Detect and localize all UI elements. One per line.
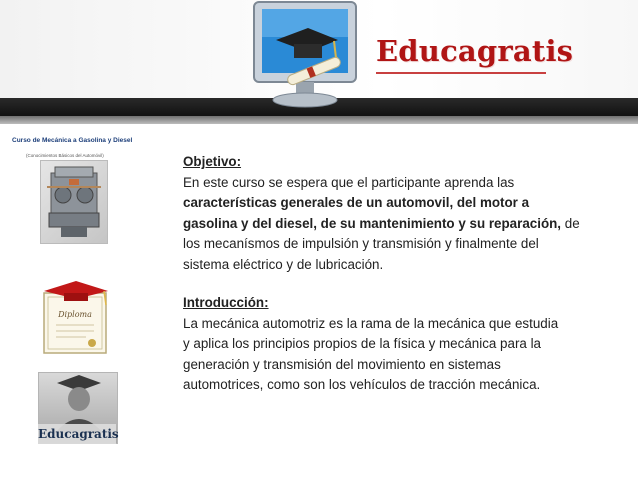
brand-logo-text: Educagratis <box>376 34 574 68</box>
graduate-photo-label: Educagratis <box>38 424 116 444</box>
course-title: Curso de Mecánica a Gasolina y Diesel <box>12 137 133 144</box>
main-content <box>183 152 603 396</box>
introduccion-line-4: automotrices, como son los vehículos de tracción mecánica. <box>183 377 541 392</box>
diploma-image <box>40 279 112 355</box>
introduccion-line-1: La mecánica automotriz es la rama de la mecánica que estudia <box>183 315 559 331</box>
introduccion-line-3: generación y transmisión del movimiento en sistemas <box>183 356 501 372</box>
objetivo-intro: En este curso se espera que el participante aprenda las <box>183 174 515 190</box>
introduccion-heading: Introducción: <box>183 295 269 310</box>
monitor-graduation-icon <box>246 0 364 118</box>
objetivo-rest-1: de <box>561 215 580 231</box>
objetivo-rest-2: los mecanísmos de impulsión y transmisión y finalmente del <box>183 236 539 251</box>
diploma-text: Diploma <box>58 310 92 319</box>
objetivo-bold-1: características generales de un automovil, del motor a <box>183 195 530 210</box>
brand-underline <box>376 72 546 74</box>
engine-image <box>40 160 108 244</box>
objetivo-bold-2: gasolina y del diesel, de su mantenimiento y su reparación, <box>183 215 562 231</box>
introduccion-line-2: y aplica los principios propios de la física y mecánica para la <box>183 336 542 351</box>
objetivo-heading: Objetivo: <box>183 154 242 169</box>
header-banner <box>0 0 638 124</box>
objetivo-rest-3: sistema eléctrico y de lubricación. <box>183 256 384 272</box>
section-gap <box>183 275 603 293</box>
objetivo-line-3 <box>183 214 603 235</box>
course-subtitle: (Conocimientos Básicos del Automóvil) <box>26 153 104 158</box>
